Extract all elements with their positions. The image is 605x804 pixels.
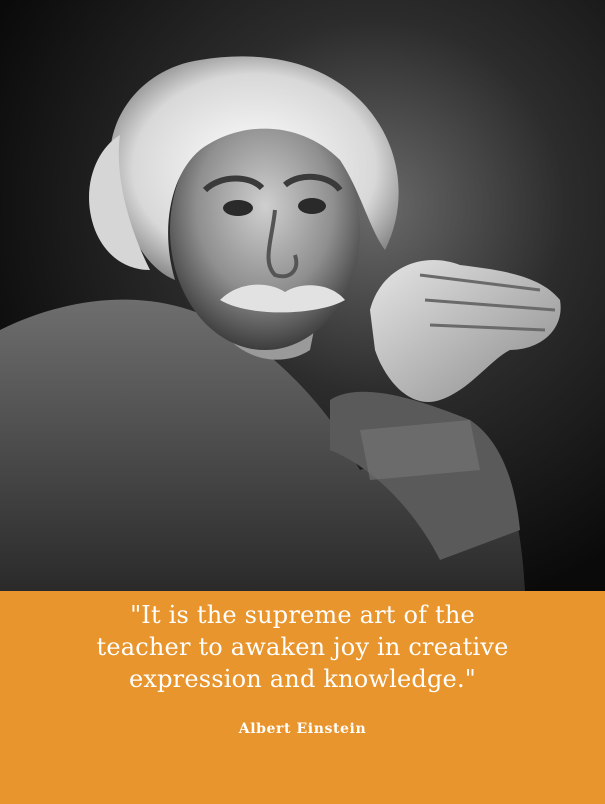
left-eye bbox=[223, 200, 253, 216]
quote-line: expression and knowledge." bbox=[128, 665, 477, 693]
quote-line: teacher to awaken joy in creative bbox=[96, 633, 509, 661]
cuff-shape bbox=[360, 420, 480, 480]
right-eye bbox=[298, 198, 326, 214]
quote-line: "It is the supreme art of the bbox=[130, 601, 475, 629]
quote-text bbox=[20, 599, 585, 695]
quote-panel bbox=[0, 591, 605, 804]
quote-author: Albert Einstein bbox=[238, 721, 367, 737]
